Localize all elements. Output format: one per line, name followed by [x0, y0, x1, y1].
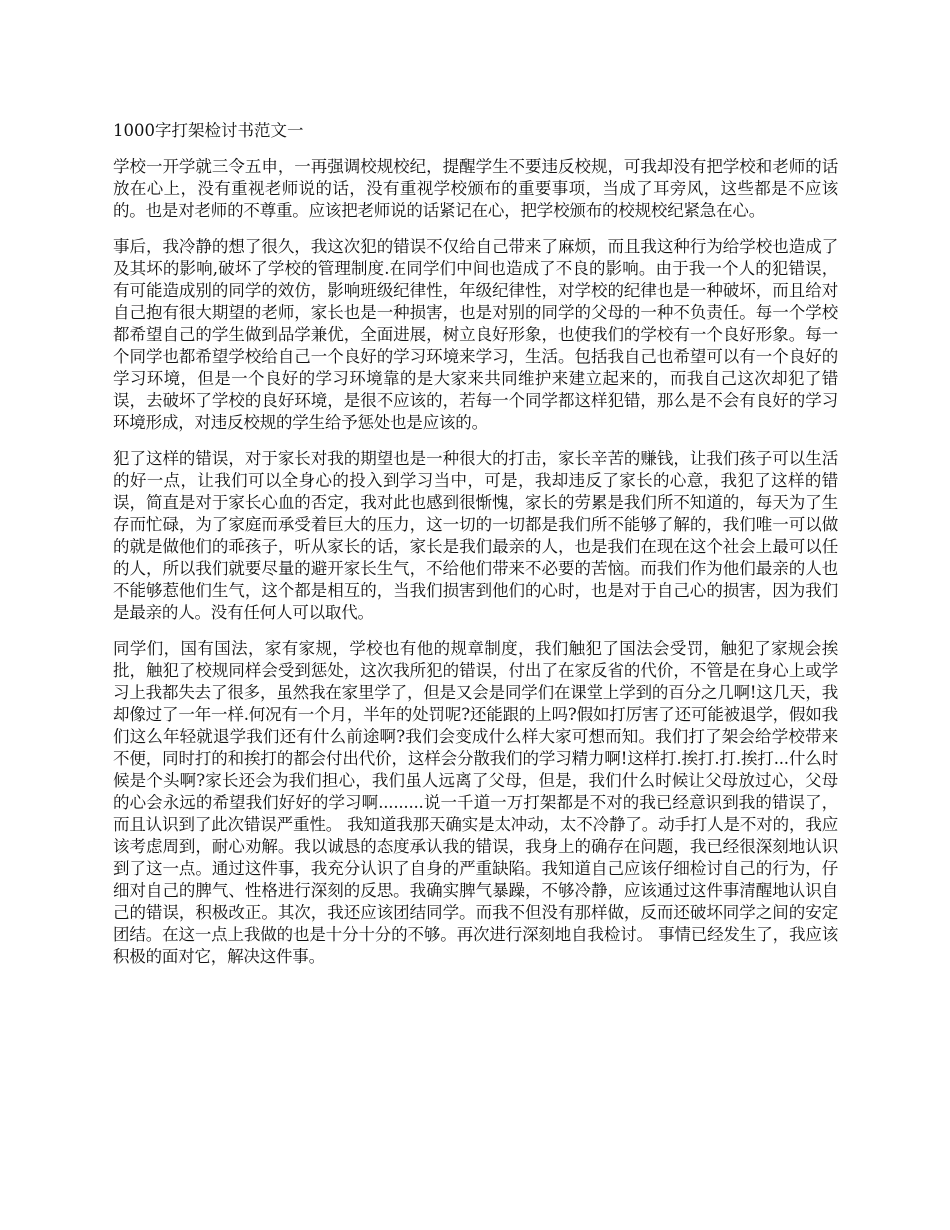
paragraph-2: 事后，我冷静的想了很久，我这次犯的错误不仅给自己带来了麻烦，而且我这种行为给学校也造成了及其坏的影响,破坏了学校的管理制度.在同学们中间也造成了不良的影响。由于我一个人的犯错误，有可能造成别的同学的效仿，影响班级纪律性，年级纪律性，对学校的纪律也是一种破坏，而且给对自己抱有很大期望的老师，家长也是一种损害，也是对别的同学的父母的一种不负责任。每一个学校都希望自己的学生做到品学兼优，全面进展，树立良好形象，也使我们的学校有一个良好形象。每一个同学也都希望学校给自己一个良好的学习环境来学习，生活。包括我自己也希望可以有一个良好的学习环境，但是一个良好的学习环境靠的是大家来共同维护来建立起来的，而我自己这次却犯了错误，去破坏了学校的良好环境，是很不应该的，若每一个同学都这样犯错，那么是不会有良好的学习环境形成，对违反校规的学生给予惩处也是应该的。 — [113, 237, 838, 432]
document-page — [113, 120, 838, 982]
document-title: 1000字打架检讨书范文一 — [113, 121, 304, 140]
paragraph-4: 同学们，国有国法，家有家规，学校也有他的规章制度，我们触犯了国法会受罚，触犯了家规会挨批，触犯了校规同样会受到惩处，这次我所犯的错误，付出了在家反省的代价，不管是在身心上或学习上我都失去了很多，虽然我在家里学了，但是又会是同学们在课堂上学到的百分之几啊!这几天，我却像过了一年一样.何况有一个月，半年的处罚呢?还能跟的上吗?假如打厉害了还可能被退学，假如我们这么年轻就退学我们还有什么前途啊?我们会变成什么样大家可想而知。我们打了架会给学校带来不便，同时打的和挨打的都会付出代价，这样会分散我们的学习精力啊!这样打.挨打.打.挨打...什么时候是个头啊?家长还会为我们担心，我们虽人远离了父母，但是，我们什么时候让父母放过心，父母的心会永远的希望我们好好的学习啊.........说一千道一万打架都是不对的我已经意识到我的错误了，而且认识到了此次错误严重性。 我知道我那天确实是太冲动，太不冷静了。动手打人是不对的，我应该考虑周到，耐心劝解。我以诚恳的态度承认我的错误，我身上的确存在问题，我已经很深刻地认识到了这一点。通过这件事，我充分认识了自身的严重缺陷。我知道自己应该仔细检讨自己的行为，仔细对自己的脾气、性格进行深刻的反思。我确实脾气暴躁，不够冷静，应该通过这件事清醒地认识自己的错误，积极改正。其次，我还应该团结同学。而我不但没有那样做，反而还破坏同学之间的安定团结。在这一点上我做的也是十分十分的不够。再次进行深刻地自我检讨。 事情已经发生了，我应该积极的面对它，解决这件事。 — [113, 639, 838, 966]
paragraph-3: 犯了这样的错误，对于家长对我的期望也是一种很大的打击，家长辛苦的赚钱，让我们孩子可以生活的好一点，让我们可以全身心的投入到学习当中，可是，我却违反了家长的心意，我犯了这样的错误，简直是对于家长心血的否定，我对此也感到很惭愧，家长的劳累是我们所不知道的，每天为了生存而忙碌，为了家庭而承受着巨大的压力，这一切的一切都是我们所不能够了解的，我们唯一可以做的就是做他们的乖孩子，听从家长的话，家长是我们最亲的人，也是我们在现在这个社会上最可以任的人，所以我们就要尽量的避开家长生气，不给他们带来不必要的苦恼。而我们作为他们最亲的人也不能够惹他们生气，这个都是相互的，当我们损害到他们的心时，也是对于自己心的损害，因为我们是最亲的人。没有任何人可以取代。 — [113, 449, 838, 622]
paragraph-1: 学校一开学就三令五申，一再强调校规校纪，提醒学生不要违反校规，可我却没有把学校和老师的话放在心上，没有重视老师说的话，没有重视学校颁布的重要事项，当成了耳旁风，这些都是不应该的。也是对老师的不尊重。应该把老师说的话紧记在心，把学校颁布的校规校纪紧急在心。 — [113, 157, 838, 220]
